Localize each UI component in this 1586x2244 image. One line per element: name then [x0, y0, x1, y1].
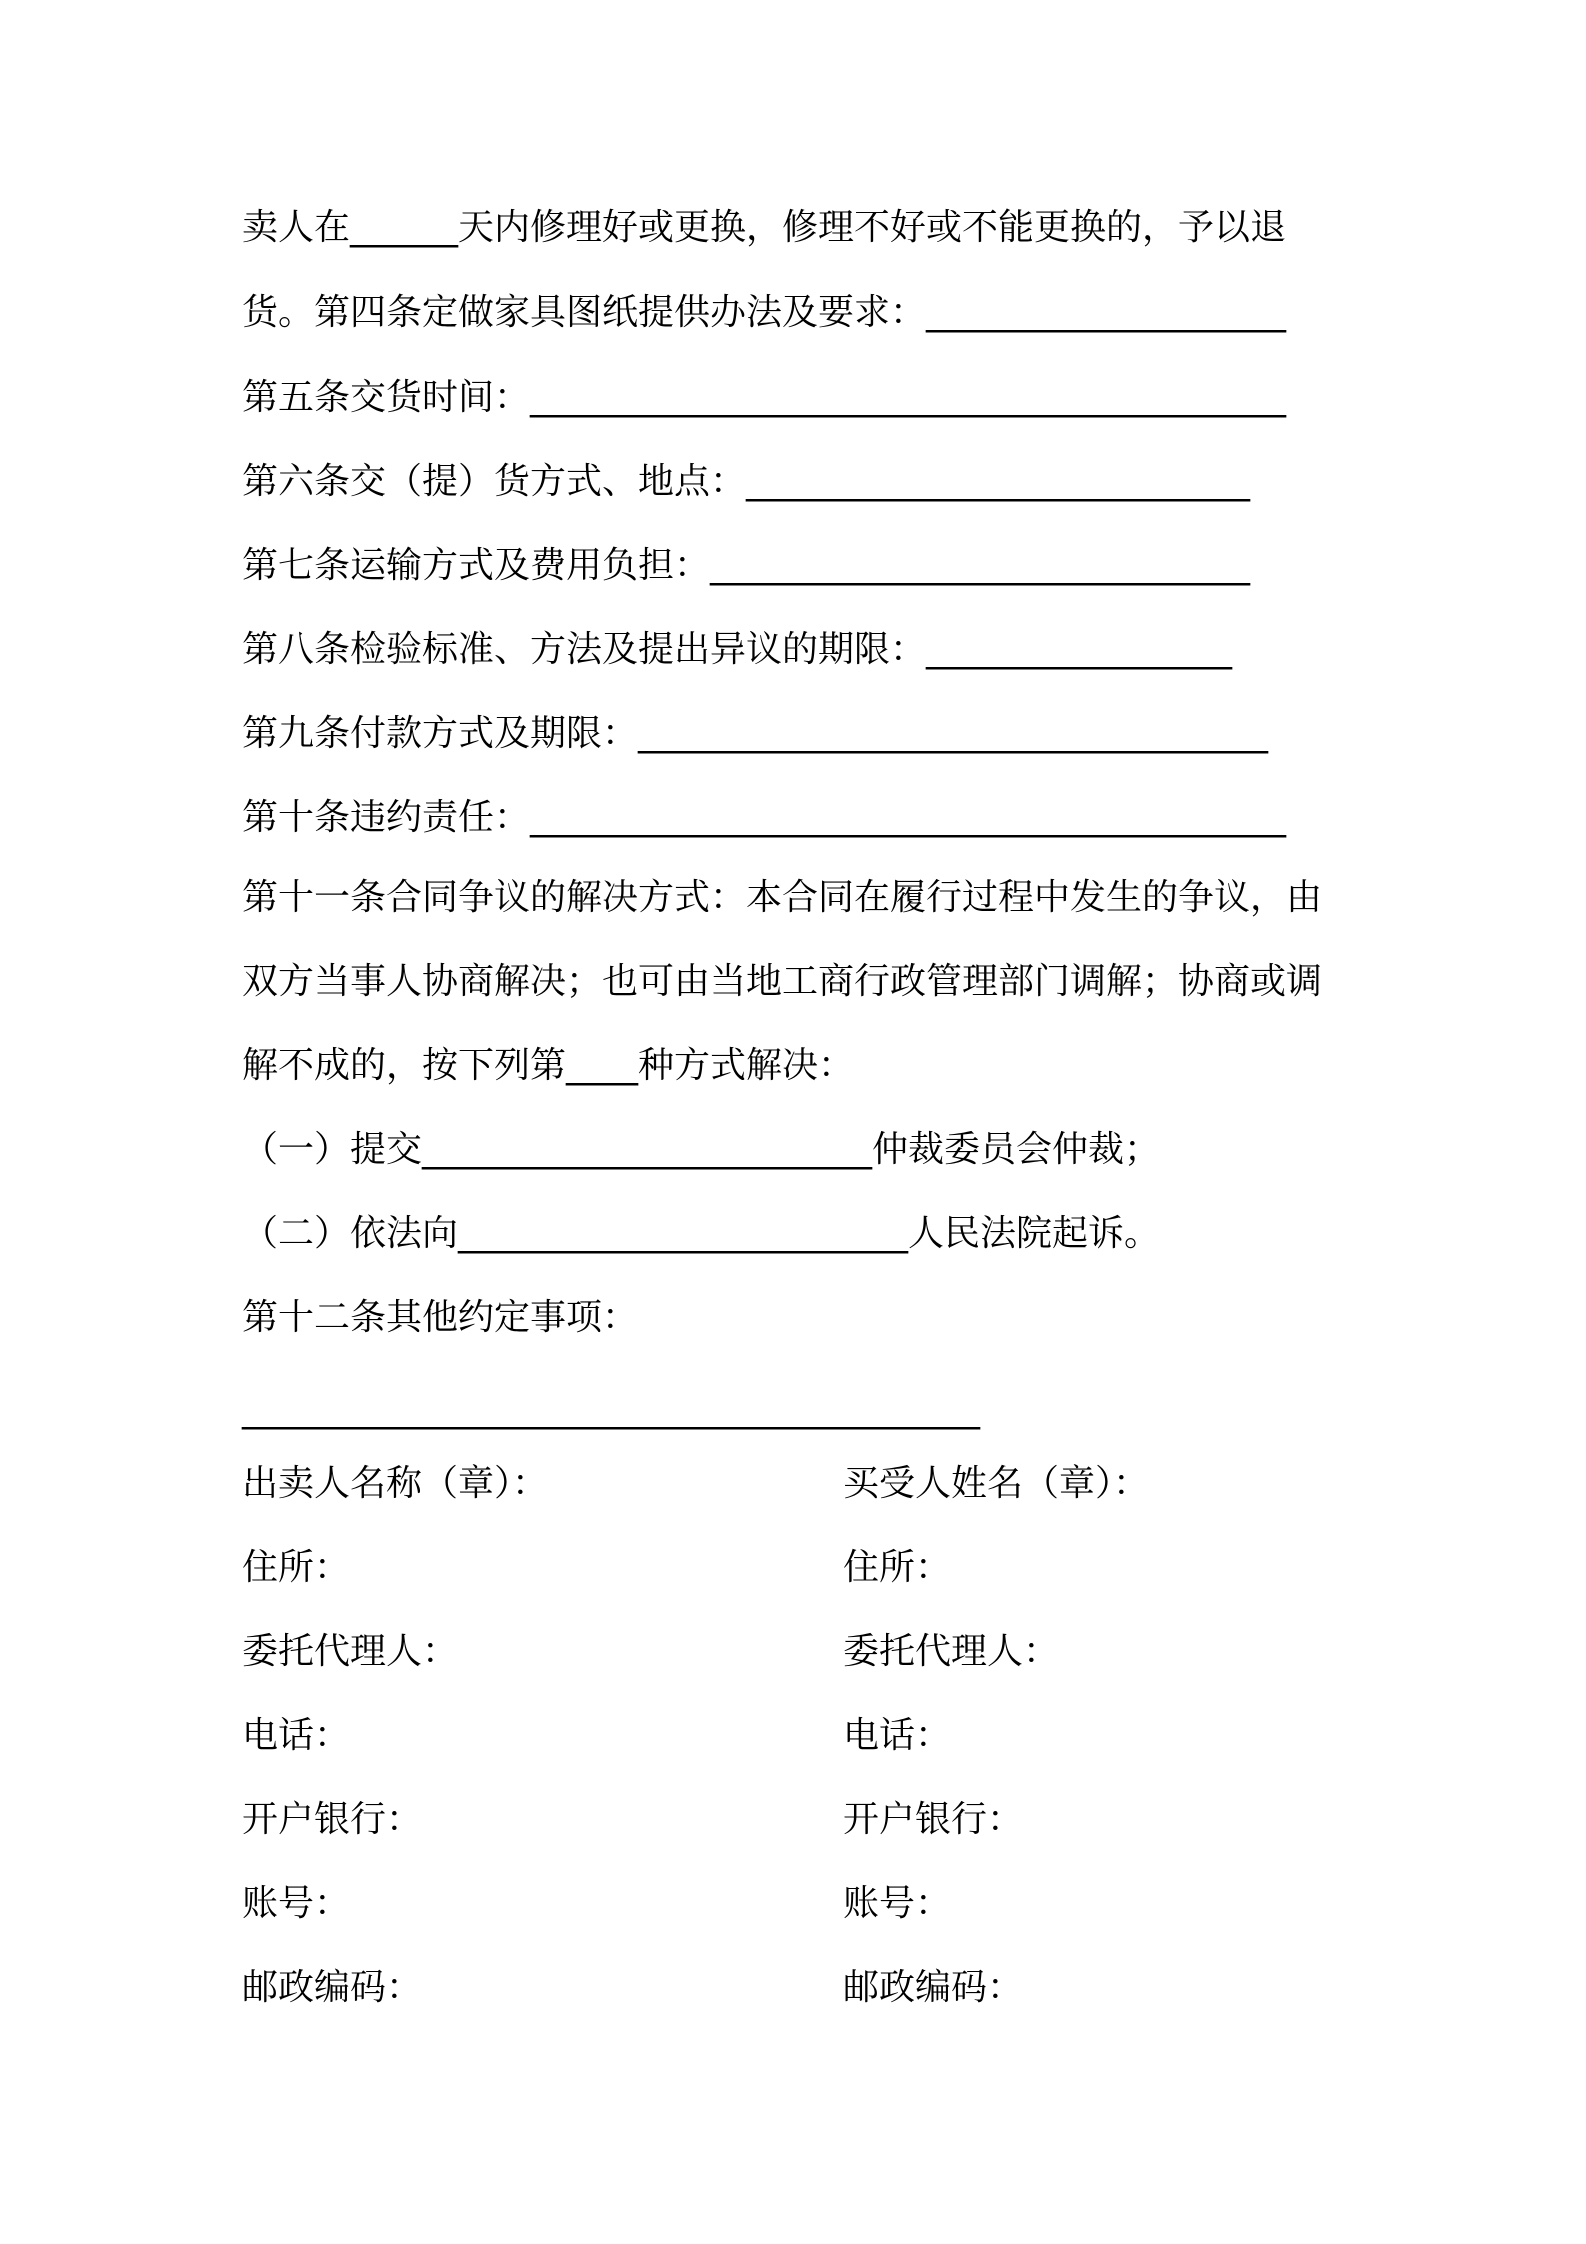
article-11-line-3: 解不成的，按下列第____种方式解决： [242, 1045, 855, 1086]
buyer-agent-label: 委托代理人： [843, 1631, 1060, 1672]
buyer-account-label: 账号： [843, 1883, 952, 1924]
seller-name-label: 出卖人名称（章）： [242, 1463, 549, 1504]
buyer-name-label: 买受人姓名（章）： [843, 1463, 1150, 1504]
seller-postcode-label: 邮政编码： [242, 1967, 423, 2008]
article-10: 第十条违约责任：__________________________________________ [242, 797, 1287, 838]
article-11-option-1: （一）提交_________________________仲裁委员会仲裁； [242, 1129, 1161, 1170]
buyer-address-label: 住所： [843, 1547, 952, 1588]
intro-line-1: 卖人在______天内修理好或更换，修理不好或不能更换的，予以退 [242, 207, 1287, 248]
intro-line-2: 货。第四条定做家具图纸提供办法及要求：____________________ [242, 292, 1287, 333]
article-7: 第七条运输方式及费用负担：______________________________ [242, 545, 1251, 586]
seller-account-label: 账号： [242, 1883, 351, 1924]
article-12-blank: _________________________________________ [242, 1389, 980, 1430]
article-9: 第九条付款方式及期限：___________________________________ [242, 713, 1269, 754]
seller-agent-label: 委托代理人： [242, 1631, 459, 1672]
article-12: 第十二条其他约定事项： [242, 1297, 639, 1338]
article-5: 第五条交货时间：__________________________________________ [242, 377, 1287, 418]
article-8: 第八条检验标准、方法及提出异议的期限：_________________ [242, 629, 1233, 670]
seller-phone-label: 电话： [242, 1715, 351, 1756]
buyer-bank-label: 开户银行： [843, 1799, 1024, 1840]
seller-address-label: 住所： [242, 1547, 351, 1588]
article-11-option-2: （二）依法向_________________________人民法院起诉。 [242, 1213, 1161, 1254]
article-6: 第六条交（提）货方式、地点：____________________________ [242, 461, 1251, 502]
buyer-postcode-label: 邮政编码： [843, 1967, 1024, 2008]
article-11-line-2: 双方当事人协商解决；也可由当地工商行政管理部门调解；协商或调 [242, 961, 1323, 1002]
seller-bank-label: 开户银行： [242, 1799, 423, 1840]
article-11-line-1: 第十一条合同争议的解决方式：本合同在履行过程中发生的争议，由 [242, 877, 1323, 918]
buyer-phone-label: 电话： [843, 1715, 952, 1756]
